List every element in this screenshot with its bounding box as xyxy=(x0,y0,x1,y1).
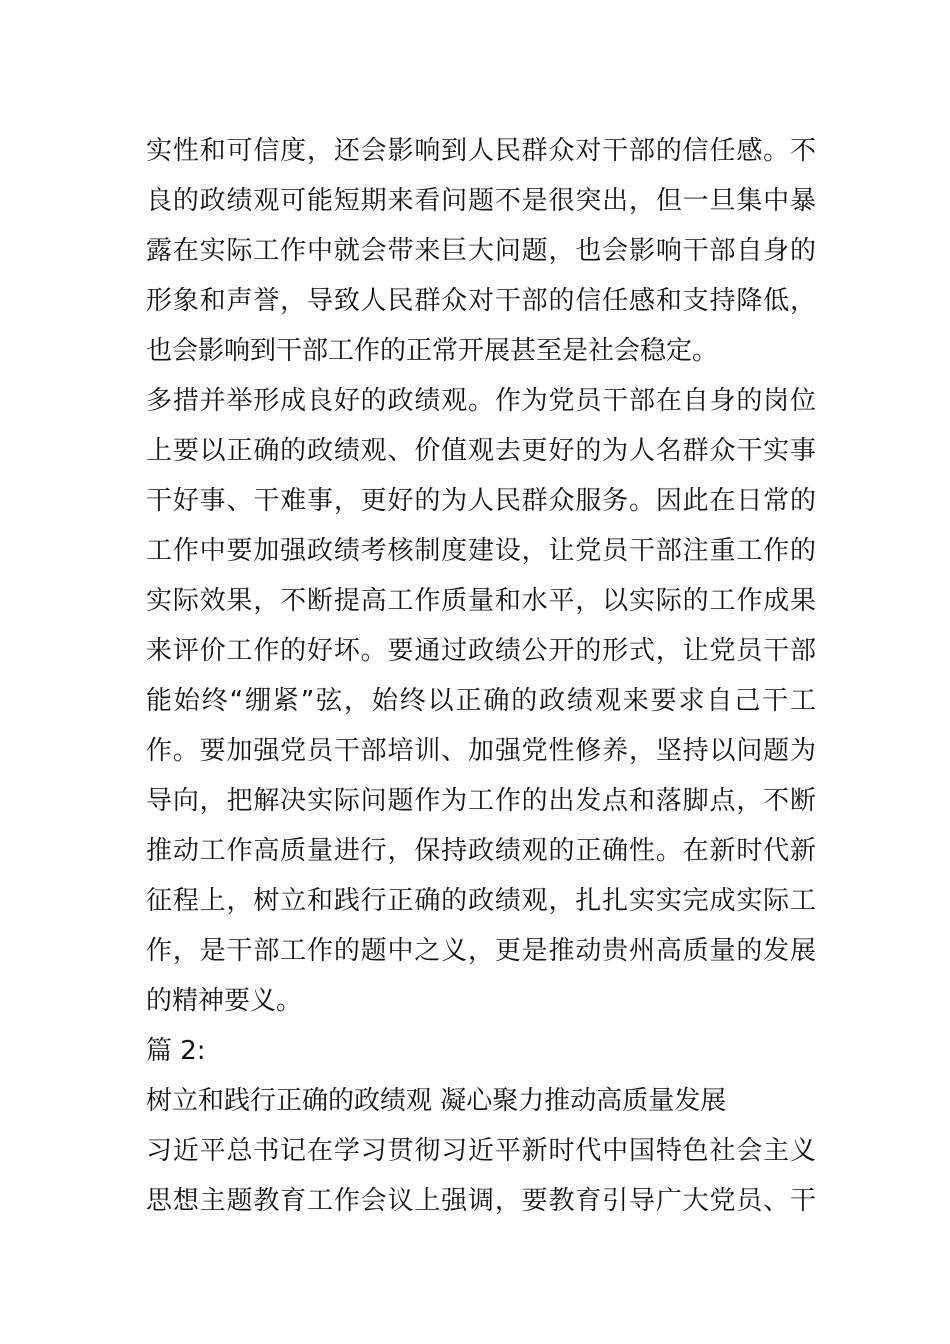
text-line: 多措并举形成良好的政绩观。作为党员干部在自身的岗位 xyxy=(146,386,816,416)
text-line: 干好事、干难事，更好的为人民群众服务。因此在日常的 xyxy=(146,486,816,516)
text-line: 导向，把解决实际问题作为工作的出发点和落脚点，不断 xyxy=(146,786,816,816)
text-line: 作，是干部工作的题中之义，更是推动贵州高质量的发展 xyxy=(146,936,816,966)
text-line: 的精神要义。 xyxy=(146,986,303,1016)
text-line: 实性和可信度，还会影响到人民群众对干部的信任感。不 xyxy=(146,136,816,166)
text-line: 上要以正确的政绩观、价值观去更好的为人名群众干实事 xyxy=(146,436,816,466)
text-line: 也会影响到干部工作的正常开展甚至是社会稳定。 xyxy=(146,336,719,366)
text-line: 工作中要加强政绩考核制度建设，让党员干部注重工作的 xyxy=(146,536,816,566)
section-label: 篇 2: xyxy=(146,1036,206,1066)
text-line: 习近平总书记在学习贯彻习近平新时代中国特色社会主义 xyxy=(146,1136,816,1166)
text-line: 露在实际工作中就会带来巨大问题，也会影响干部自身的 xyxy=(146,236,816,266)
text-line: 作。要加强党员干部培训、加强党性修养，坚持以问题为 xyxy=(146,736,816,766)
article-title: 树立和践行正确的政绩观 凝心聚力推动高质量发展 xyxy=(146,1086,727,1116)
text-line: 实际效果，不断提高工作质量和水平，以实际的工作成果 xyxy=(146,586,816,616)
text-line: 征程上，树立和践行正确的政绩观，扎扎实实完成实际工 xyxy=(146,886,816,916)
text-line: 来评价工作的好坏。要通过政绩公开的形式，让党员干部 xyxy=(146,636,816,666)
text-line: 良的政绩观可能短期来看问题不是很突出，但一旦集中暴 xyxy=(146,186,816,216)
text-line: 能始终“绷紧”弦，始终以正确的政绩观来要求自己干工 xyxy=(146,686,816,716)
text-line: 推动工作高质量进行，保持政绩观的正确性。在新时代新 xyxy=(146,836,816,866)
text-line: 思想主题教育工作会议上强调，要教育引导广大党员、干 xyxy=(146,1186,816,1216)
text-line: 形象和声誉，导致人民群众对干部的信任感和支持降低， xyxy=(146,286,816,316)
